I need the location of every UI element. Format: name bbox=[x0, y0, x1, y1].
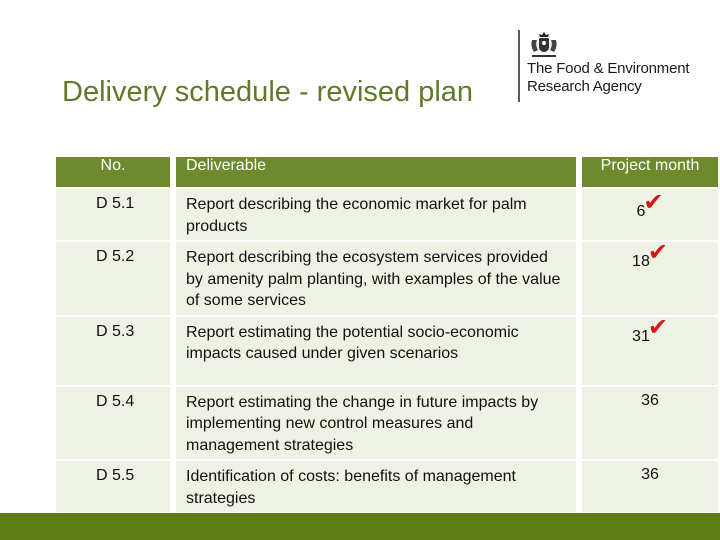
project-month: 18 bbox=[632, 253, 650, 270]
check-mark-icon: ✔ bbox=[643, 189, 664, 216]
table-row bbox=[56, 387, 718, 460]
project-month-cell bbox=[582, 189, 718, 240]
deliverable-number: D 5.1 bbox=[56, 189, 170, 240]
project-month: 6 bbox=[636, 203, 646, 220]
logo-divider bbox=[518, 30, 520, 102]
deliverable-number: D 5.4 bbox=[56, 387, 170, 460]
table-row bbox=[56, 317, 718, 385]
agency-logo bbox=[518, 30, 718, 102]
deliverable-description: Report describing the economic market for palm products bbox=[176, 189, 576, 240]
table-row bbox=[56, 189, 718, 240]
deliverable-number: D 5.3 bbox=[56, 317, 170, 385]
delivery-schedule-table bbox=[56, 155, 718, 514]
table-row bbox=[56, 461, 718, 512]
project-month-cell bbox=[582, 387, 718, 460]
check-mark-icon: ✔ bbox=[647, 313, 668, 341]
deliverable-number: D 5.5 bbox=[56, 461, 170, 512]
deliverable-description: Report estimating the change in future impacts by implementing new control measures and management strategies bbox=[176, 387, 576, 460]
header-deliverable: Deliverable bbox=[176, 157, 576, 187]
deliverable-number: D 5.2 bbox=[56, 242, 170, 315]
deliverable-description: Identification of costs: benefits of management strategies bbox=[176, 461, 576, 512]
project-month-cell bbox=[582, 461, 718, 512]
header-no: No. bbox=[56, 157, 170, 187]
deliverable-description: Report estimating the potential socio-economic impacts caused under given scenarios bbox=[176, 317, 576, 385]
project-month-cell bbox=[582, 313, 718, 385]
deliverable-description: Report describing the ecosystem services provided by amenity palm planting, with examples of the value of some services bbox=[176, 242, 576, 315]
project-month-cell bbox=[582, 239, 718, 315]
project-month: 31 bbox=[632, 327, 650, 345]
logo-text-line1: The Food & Environment bbox=[527, 60, 690, 77]
check-mark-icon: ✔ bbox=[647, 239, 668, 266]
project-month: 36 bbox=[641, 466, 659, 483]
logo-text-line2: Research Agency bbox=[527, 78, 642, 95]
header-project-month: Project month bbox=[582, 157, 718, 187]
table-row bbox=[56, 242, 718, 315]
royal-coat-of-arms-icon bbox=[526, 30, 562, 60]
footer-bar bbox=[0, 513, 720, 540]
project-month: 36 bbox=[641, 391, 659, 409]
slide-title: Delivery schedule - revised plan bbox=[62, 76, 474, 108]
table-header-row bbox=[56, 157, 718, 187]
